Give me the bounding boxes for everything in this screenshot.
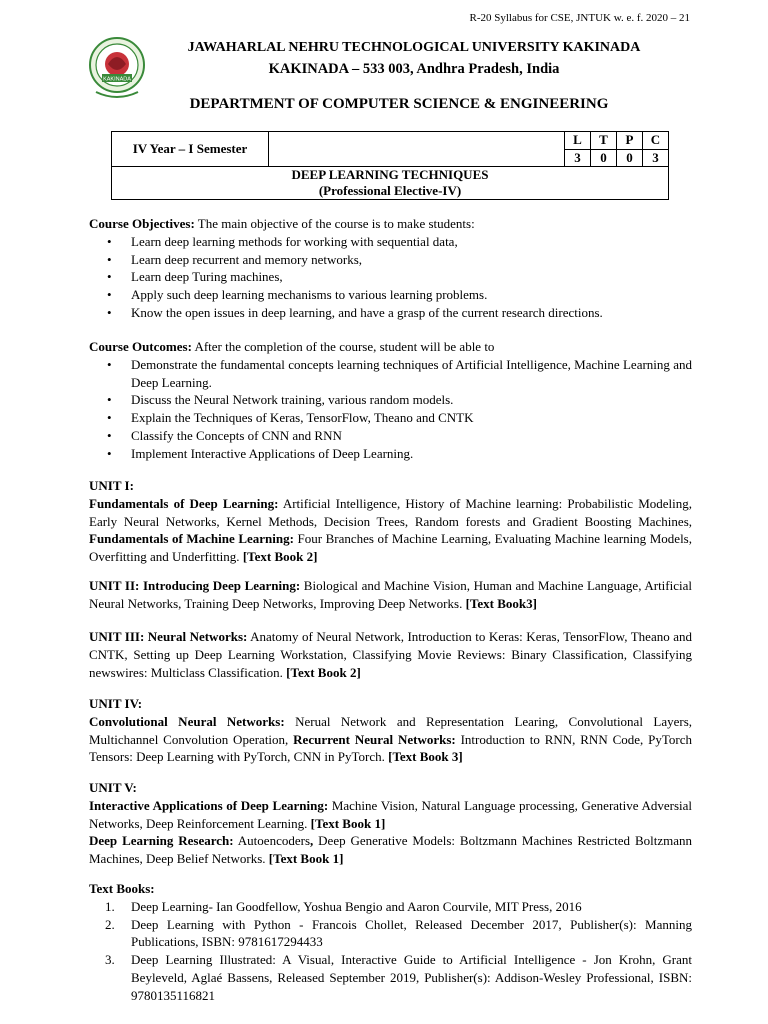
outcomes-intro: After the completion of the course, student will be able to [191,339,495,354]
unit-5-reference-1: [Text Book 1] [310,815,386,831]
unit-1-heading-1: Fundamentals of Deep Learning: [89,495,279,511]
ltpc-value-l: 3 [565,149,591,167]
objectives-intro: The main objective of the course is to make students: [194,216,475,231]
unit-2-heading: UNIT II: Introducing Deep Learning: [89,578,301,593]
course-elective: (Professional Elective-IV) [318,183,462,198]
semester-cell: IV Year – I Semester [112,132,269,167]
unit-5-text-2: Autoencoders [233,833,310,849]
ltpc-header-c: C [643,132,669,150]
university-name: JAWAHARLAL NEHRU TECHNOLOGICAL UNIVERSITY KAKINADA [187,40,641,55]
objective-item: • Learn deep Turing machines, [131,268,692,286]
unit-5-text-3: Deep Generative Models: Boltzmann Machines Restricted Boltzmann Machines, Deep Belief Networks. [89,833,692,867]
unit-5-reference-2: [Text Book 1] [268,851,344,867]
objective-item: • Learn deep recurrent and memory networks, [131,251,692,269]
text-book-item [105,951,692,1004]
header-note: R-20 Syllabus for CSE, JNTUK w. e. f. 2020 – 21 [469,12,690,24]
text-books-label: Text Books: [89,881,155,896]
objectives-label: Course Objectives: [89,216,195,231]
unit-2-text: Biological and Machine Vision, Human and Machine Language, Artificial Neural Networks, Training Deep Networks, Improving Deep Networks. [89,578,693,611]
unit-2 [89,577,692,613]
ltpc-value-p: 0 [617,149,643,167]
unit-4 [89,695,692,766]
course-info-table [111,131,669,200]
ltpc-header-l: L [565,132,591,150]
unit-1 [89,477,692,566]
unit-4-heading-1: Convolutional Neural Networks: [89,713,285,729]
text-book-item [105,898,692,916]
text-book-text: Deep Learning with Python - Francois Chollet, Released December 2017, Publisher(s): Manning Publications, ISBN: 9781617294433 [131,916,692,950]
unit-5-comma: , [310,833,314,849]
unit-1-title: UNIT I: [89,478,134,493]
ltpc-value-t: 0 [591,149,617,167]
unit-4-heading-2: Recurrent Neural Networks: [293,731,456,747]
unit-4-text-2: Introduction to RNN, RNN Code, PyTorch Tensors: Deep Learning with PyTorch, CNN in PyTorch. [89,731,692,765]
unit-1-reference: [Text Book 2] [242,549,318,565]
department-title: DEPARTMENT OF COMPUTER SCIENCE & ENGINEERING [189,96,609,112]
unit-3-text: Anatomy of Neural Network, Introduction to Keras: Keras, TensorFlow, Theano and CNTK, Setting up Deep Learning Workstation, Classifying Movie Reviews: Binary Classification, Classifying newswires: Multiclass Classification. [89,629,692,680]
outcome-item: • Classify the Concepts of CNN and RNN [131,427,692,445]
unit-5 [89,779,692,868]
unit-1-heading-2: Fundamentals of Machine Learning: [89,531,294,547]
unit-3-reference: [Text Book 2] [286,664,361,680]
unit-5-text-1: Machine Vision, Natural Language processing, Generative Adversial Networks, Deep Reinforcement Learning. [89,797,693,831]
objective-item: • Learn deep learning methods for working with sequential data, [131,233,692,251]
unit-4-reference: [Text Book 3] [388,749,463,765]
text-book-number: 1. [105,898,115,914]
outcome-item: • Demonstrate the fundamental concepts learning techniques of Artificial Intelligence, Machine Learning and Deep Learning. [131,356,692,392]
outcome-item: • Implement Interactive Applications of Deep Learning. [131,445,692,463]
outcomes-label: Course Outcomes: [89,339,192,354]
unit-5-heading-2: Deep Learning Research: [89,833,234,849]
ltpc-value-c: 3 [643,149,669,167]
unit-2-reference: [Text Book3] [465,595,537,611]
unit-3 [89,628,692,681]
unit-3-heading: UNIT III: Neural Networks: [89,629,248,644]
logo-text: KAKINADA [103,76,131,83]
unit-4-title: UNIT IV: [89,696,143,711]
unit-4-text-1: Nerual Network and Representation Learing, Convolutional Layers, Multichannel Convolution Operation, [89,713,692,747]
text-book-item [105,916,692,952]
objective-item: • Apply such deep learning mechanisms to various learning problems. [131,286,692,304]
outcome-item: • Discuss the Neural Network training, various random models. [131,391,692,409]
text-book-number: 3. [105,952,115,968]
text-book-number: 2. [105,916,115,932]
unit-5-heading-1: Interactive Applications of Deep Learning: [89,797,329,813]
course-name-cell [112,167,669,200]
course-outcomes [89,338,692,463]
unit-1-text-2: Four Branches of Machine Learning, Evaluating Machine learning Models, Overfitting and Underfitting. [89,531,692,565]
ltpc-header-p: P [617,132,643,150]
university-address: KAKINADA – 533 003, Andhra Pradesh, India [268,61,560,77]
unit-5-title: UNIT V: [89,780,137,795]
unit-1-text-1: Artificial Intelligence, History of Machine learning: Probabilistic Modeling, Early Neural Networks, Kernel Methods, Decision Trees, Random forests and Gradient Boosting Machines, [89,495,692,529]
text-book-text: Deep Learning- Ian Goodfellow, Yoshua Bengio and Aaron Courvile, MIT Press, 2016 [131,898,582,914]
text-book-text: Deep Learning Illustrated: A Visual, Interactive Guide to Artificial Intelligence - Jon Krohn, Grant Beyleveld, Aglaé Bassens, Released September 2019, Publisher(s): Addison-Wesley Professional, ISBN: 9780135116821 [131,952,692,1003]
empty-cell [269,132,565,167]
text-books [89,880,692,1005]
objective-item: • Know the open issues in deep learning, and have a grasp of the current research directions. [131,304,692,322]
ltpc-header-t: T [591,132,617,150]
course-objectives [89,215,692,322]
course-name: DEEP LEARNING TECHNIQUES [291,167,489,182]
outcome-item: • Explain the Techniques of Keras, TensorFlow, Theano and CNTK [131,409,692,427]
